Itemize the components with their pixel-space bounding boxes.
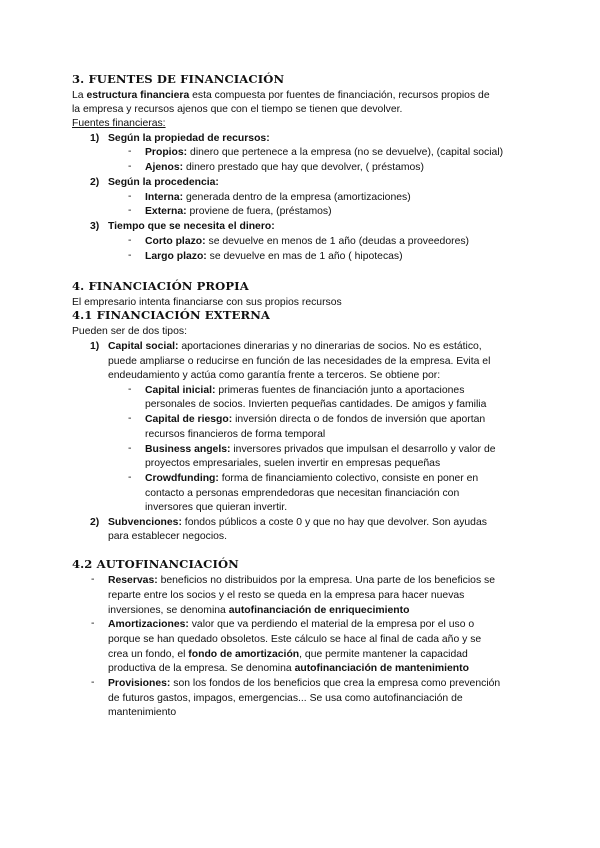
list-number: 2): [90, 177, 100, 188]
section-4-intro: El empresario intenta financiarse con sus propios recursos: [72, 297, 342, 308]
subvenciones-line2: para establecer negocios.: [108, 531, 227, 542]
list-number: 1): [90, 341, 100, 352]
list-item-title: Según la procedencia:: [108, 177, 219, 188]
list-subitem: Ajenos: dinero prestado que hay que devolver, ( préstamos): [145, 162, 424, 173]
provisiones-line3: mantenimiento: [108, 707, 177, 718]
dash-bullet: -: [91, 677, 95, 688]
amortizaciones-line1: Amortizaciones: valor que va perdiendo el material de la empresa por el uso o: [108, 619, 475, 630]
list-subitem: Capital inicial: primeras fuentes de financiación junto a aportaciones: [145, 385, 465, 396]
section-3-intro-line2: la empresa y recursos ajenos que con el tiempo se tienen que devolver.: [72, 104, 403, 115]
section-4-1-heading: 4.1 FINANCIACIÓN EXTERNA: [72, 308, 271, 322]
section-4-1-intro: Pueden ser de dos tipos:: [72, 326, 187, 337]
capital-social-line2: puede ampliarse o reducirse en función de las necesidades de la empresa. Evita el: [108, 356, 491, 367]
amortizaciones-line3: crea un fondo, el fondo de amortización, que permite mantener la capacidad: [108, 649, 468, 660]
dash-bullet: -: [128, 146, 132, 157]
list-subitem-continued: personales de socios. Invierten pequeñas cantidades. De amigos y familia: [145, 399, 487, 410]
list-item-title: Tiempo que se necesita el dinero:: [108, 221, 275, 232]
dash-bullet: -: [128, 413, 132, 424]
provisiones-line2: de futuros gastos, impagos, emergencias... Se usa como autofinanciación de: [108, 693, 463, 704]
section-4-heading: 4. FINANCIACIÓN PROPIA: [72, 279, 249, 293]
list-item-title: Según la propiedad de recursos:: [108, 133, 270, 144]
list-number: 2): [90, 517, 100, 528]
list-subitem: Largo plazo: se devuelve en mas de 1 año ( hipotecas): [145, 251, 403, 262]
list-subitem: Propios: dinero que pertenece a la empresa (no se devuelve), (capital social): [145, 147, 504, 158]
dash-bullet: -: [128, 235, 132, 246]
provisiones-line1: Provisiones: son los fondos de los beneficios que crea la empresa como prevención: [108, 678, 501, 689]
dash-bullet: -: [128, 472, 132, 483]
list-subitem: Capital de riesgo: inversión directa o de fondos de inversión que aportan: [145, 414, 486, 425]
amortizaciones-line4: productiva de la empresa. Se denomina autofinanciación de mantenimiento: [108, 663, 469, 674]
section-3-heading: 3. FUENTES DE FINANCIACIÓN: [72, 72, 285, 86]
list-subitem-continued: contacto a personas emprendedoras que necesitan financiación con: [145, 488, 460, 499]
sources-label: Fuentes financieras:: [72, 118, 166, 129]
dash-bullet: -: [128, 384, 132, 395]
list-subitem: Business angels: inversores privados que impulsan el desarrollo y valor de: [145, 444, 496, 455]
reservas-line2: reparte entre los socios y el resto se queda en la empresa para hacer nuevas: [108, 590, 465, 601]
list-subitem-continued: inversores que quieran invertir.: [145, 502, 288, 513]
reservas-line1: Reservas: beneficios no distribuidos por la empresa. Una parte de los beneficios se: [108, 575, 495, 586]
list-number: 1): [90, 133, 100, 144]
reservas-line3: inversiones, se denomina autofinanciación de enriquecimiento: [108, 605, 410, 616]
list-subitem: Interna: generada dentro de la empresa (amortizaciones): [145, 192, 411, 203]
list-subitem-continued: recursos financieros de forma temporal: [145, 429, 326, 440]
list-number: 3): [90, 221, 100, 232]
dash-bullet: -: [128, 250, 132, 261]
dash-bullet: -: [128, 161, 132, 172]
dash-bullet: -: [128, 191, 132, 202]
list-subitem: Crowdfunding: forma de financiamiento colectivo, consiste en poner en: [145, 473, 479, 484]
amortizaciones-line2: porque se han quedado obsoletos. Este cálculo se hace al final de cada año y se: [108, 634, 482, 645]
dash-bullet: -: [91, 574, 95, 585]
dash-bullet: -: [128, 443, 132, 454]
list-subitem: Corto plazo: se devuelve en menos de 1 año (deudas a proveedores): [145, 236, 470, 247]
capital-social-line3: endeudamiento y actúa como garantía frente a terceros. Se obtiene por:: [108, 370, 441, 381]
dash-bullet: -: [128, 205, 132, 216]
subvenciones-line1: Subvenciones: fondos públicos a coste 0 y que no hay que devolver. Son ayudas: [108, 517, 487, 528]
list-subitem: Externa: proviene de fuera, (préstamos): [145, 206, 332, 217]
dash-bullet: -: [91, 618, 95, 629]
capital-social-line1: Capital social: aportaciones dinerarias y no dinerarias de socios. No es estático,: [108, 341, 482, 352]
section-3-intro-line1: La estructura financiera esta compuesta por fuentes de financiación, recursos propios de: [72, 90, 490, 101]
section-4-2-heading: 4.2 AUTOFINANCIACIÓN: [72, 557, 239, 571]
list-subitem-continued: proyectos empresariales, suelen invertir en empresas pequeñas: [145, 458, 441, 469]
